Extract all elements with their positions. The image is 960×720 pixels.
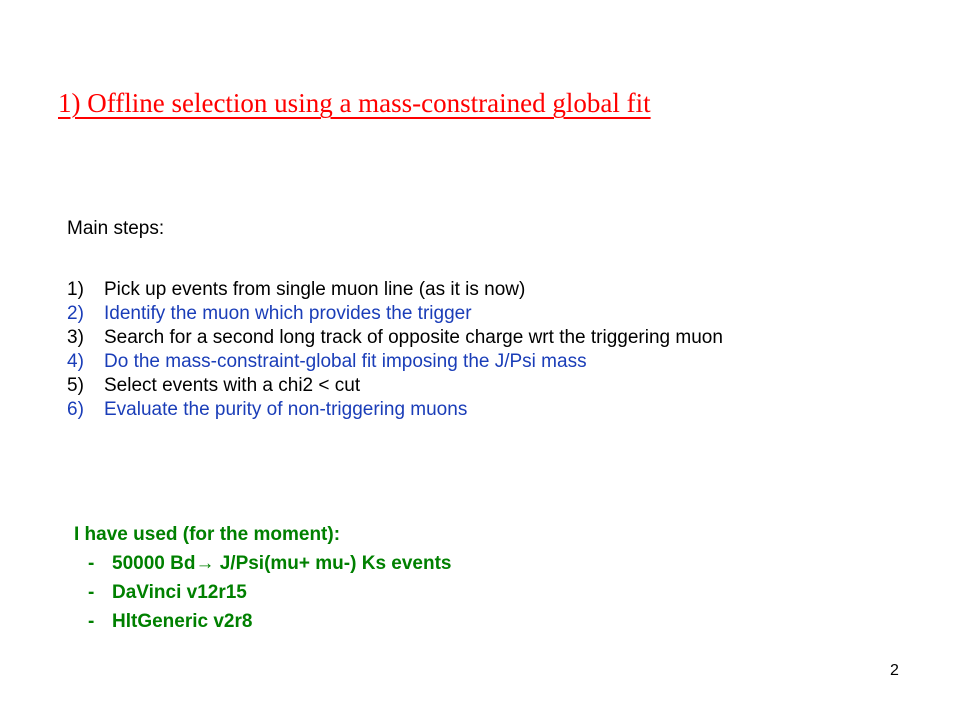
used-list bbox=[74, 549, 452, 636]
step-item bbox=[67, 374, 723, 398]
step-item bbox=[67, 350, 723, 374]
step-text: Do the mass-constraint-global fit imposing the J/Psi mass bbox=[104, 351, 587, 372]
used-item bbox=[74, 607, 452, 636]
step-text: Evaluate the purity of non-triggering muons bbox=[104, 399, 468, 420]
step-number: 1) bbox=[67, 279, 84, 300]
step-text: Identify the muon which provides the trigger bbox=[104, 303, 472, 324]
used-software-block bbox=[74, 520, 452, 636]
step-item bbox=[67, 278, 723, 302]
step-number: 6) bbox=[67, 399, 84, 420]
dash-bullet: - bbox=[88, 553, 95, 574]
step-item bbox=[67, 398, 723, 422]
used-item-text: HltGeneric v2r8 bbox=[112, 611, 253, 632]
step-text: Search for a second long track of opposite charge wrt the triggering muon bbox=[104, 327, 723, 348]
steps-header: Main steps: bbox=[67, 218, 165, 239]
slide-title: 1) Offline selection using a mass-constrained global fit bbox=[58, 88, 651, 118]
step-number: 3) bbox=[67, 327, 84, 348]
step-number: 5) bbox=[67, 375, 84, 396]
step-item bbox=[67, 326, 723, 350]
steps-list bbox=[67, 278, 723, 422]
dash-bullet: - bbox=[88, 611, 95, 632]
step-item bbox=[67, 302, 723, 326]
dash-bullet: - bbox=[88, 582, 95, 603]
used-item-text: 50000 Bd→ J/Psi(mu+ mu-) Ks events bbox=[112, 553, 452, 574]
used-item-text: DaVinci v12r15 bbox=[112, 582, 247, 603]
used-header: I have used (for the moment): bbox=[74, 524, 341, 545]
step-text: Select events with a chi2 < cut bbox=[104, 375, 361, 396]
step-number: 4) bbox=[67, 351, 84, 372]
step-number: 2) bbox=[67, 303, 84, 324]
used-item bbox=[74, 578, 452, 607]
step-text: Pick up events from single muon line (as it is now) bbox=[104, 279, 526, 300]
used-item bbox=[74, 549, 452, 578]
page-number: 2 bbox=[890, 662, 899, 679]
